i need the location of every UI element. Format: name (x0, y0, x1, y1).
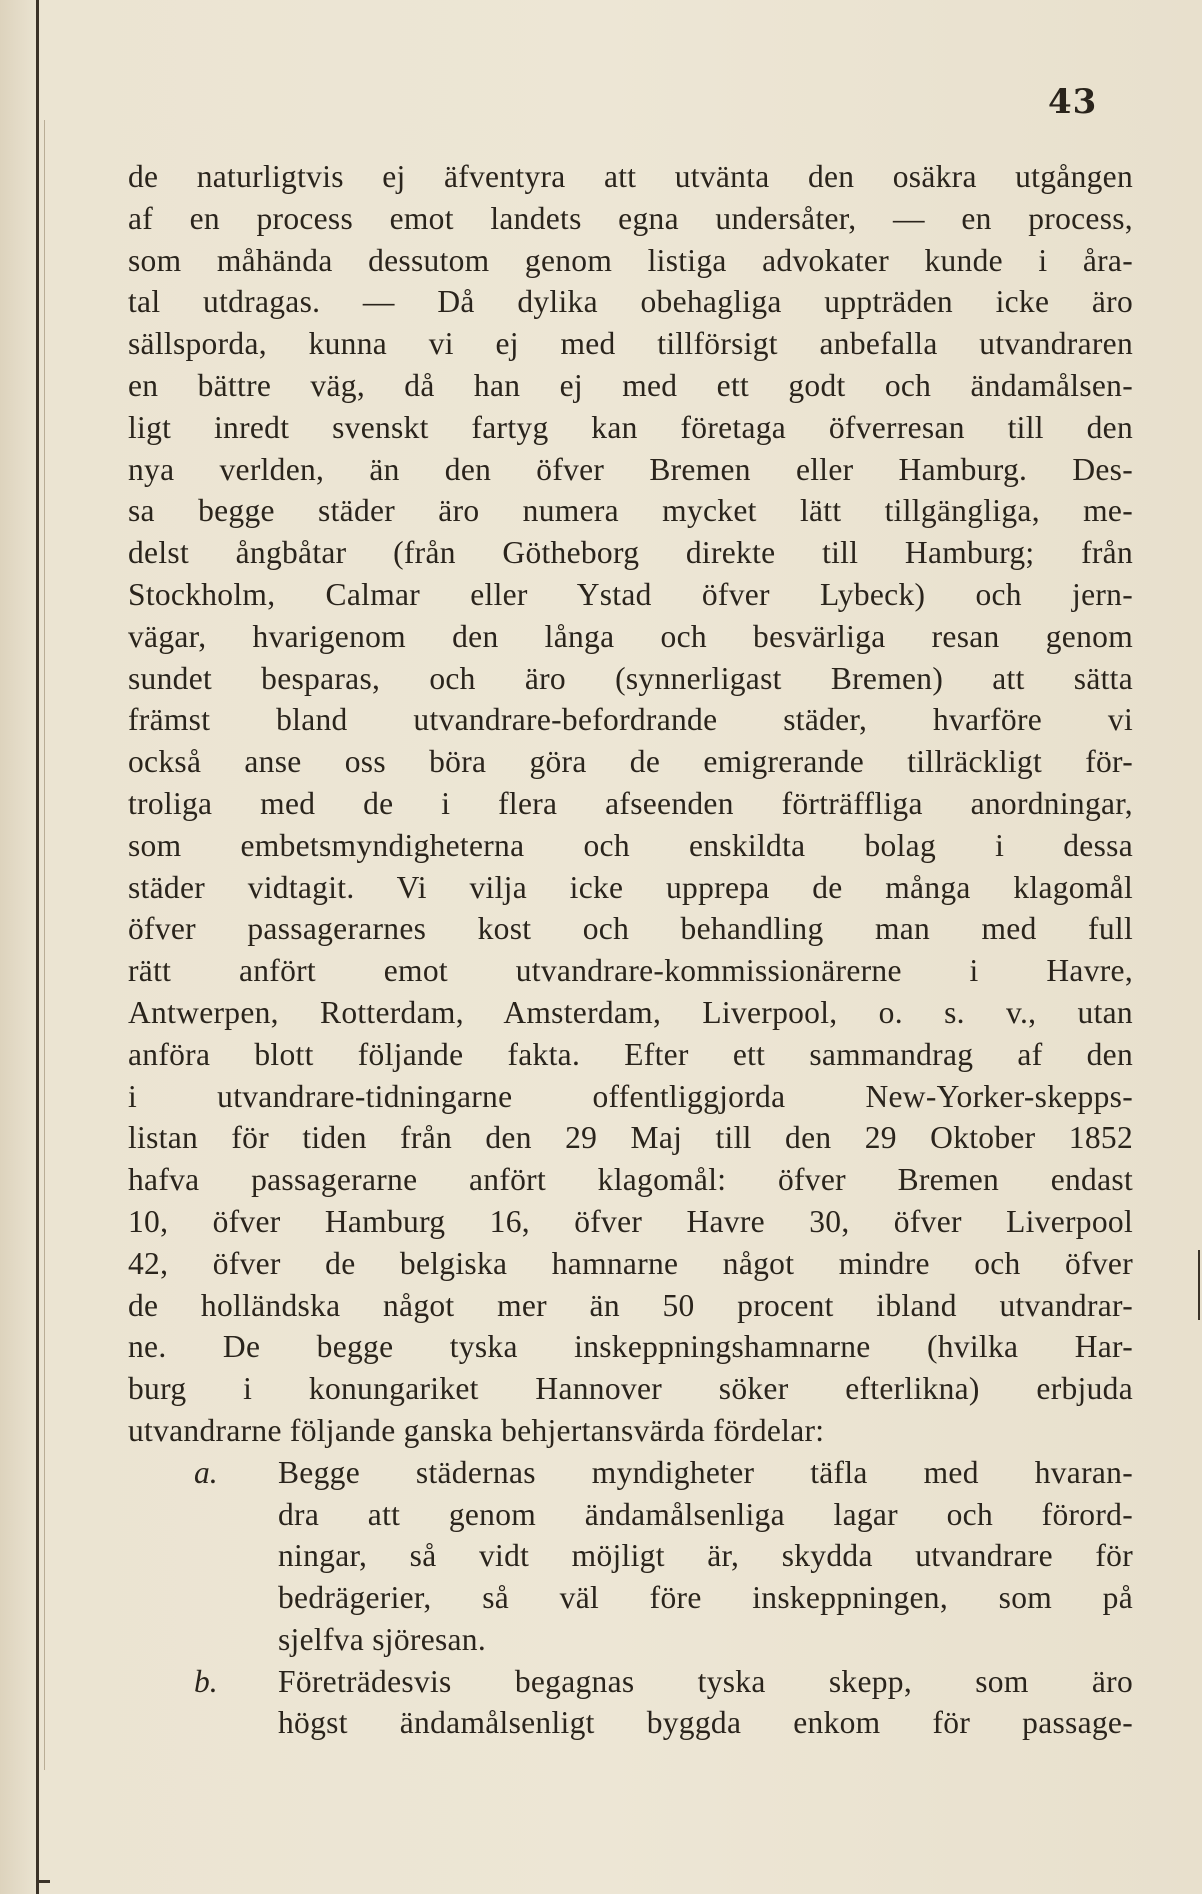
text-line: rätt anfört emot utvandrare-kommissionärerne i Havre, (128, 953, 1133, 989)
text-line: Stockholm, Calmar eller Ystad öfver Lybeck) och jern- (128, 576, 1133, 612)
list-item-b (128, 1661, 1133, 1745)
text-line: af en process emot landets egna undersåter, — en process, (128, 200, 1133, 236)
text-line: sa begge städer äro numera mycket lätt tillgängliga, me- (128, 493, 1133, 529)
text-line: också anse oss böra göra de emigrerande tillräckligt för- (128, 744, 1133, 780)
text-line: ligt inredt svenskt fartyg kan företaga öfverresan till den (128, 409, 1133, 445)
text-line: sundet besparas, och äro (synnerligast Bremen) att sätta (128, 660, 1133, 696)
text-line: sällsporda, kunna vi ej med tillförsigt anbefalla utvandraren (128, 326, 1133, 362)
text-line: dra att genom ändamålsenliga lagar och förord- (278, 1496, 1133, 1532)
text-line: sjelfva sjöresan. (278, 1621, 487, 1657)
text-line: burg i konungariket Hannover söker efterlikna) erbjuda (128, 1371, 1133, 1407)
text-line: en bättre väg, då han ej med ett godt och ändamålsen- (128, 367, 1133, 403)
page-number: 43 (1048, 82, 1098, 122)
text-line: tal utdragas. — Då dylika obehagliga uppträden icke äro (128, 284, 1133, 320)
text-line: hafva passagerarne anfört klagomål: öfver Bremen endast (128, 1162, 1133, 1198)
text-line: i utvandrare-tidningarne offentliggjorda New-Yorker-skepps- (128, 1078, 1133, 1114)
main-paragraph (128, 156, 1133, 1452)
text-line: troliga med de i flera afseenden förträffliga anordningar, (128, 785, 1133, 821)
text-line: ne. De begge tyska inskeppningshamnarne (hvilka Har- (128, 1329, 1133, 1365)
text-line: Begge städernas myndigheter täfla med hvaran- (278, 1454, 1133, 1490)
page-fold-shadow (44, 120, 45, 1770)
text-line: Företrädesvis begagnas tyska skepp, som äro (278, 1663, 1133, 1699)
list-item-a (128, 1452, 1133, 1661)
text-line: de naturligtvis ej äfventyra att utvänta den osäkra utgången (128, 159, 1133, 194)
text-line: delst ångbåtar (från Götheborg direkte till Hamburg; från (128, 535, 1133, 571)
text-line: främst bland utvandrare-befordrande städer, hvarföre vi (128, 702, 1133, 738)
text-line: Antwerpen, Rotterdam, Amsterdam, Liverpool, o. s. v., utan (128, 994, 1133, 1030)
page-gutter-line (36, 0, 39, 1894)
text-line: 42, öfver de belgiska hamnarne något mindre och öfver (128, 1245, 1133, 1281)
page-corner-mark (36, 1880, 50, 1883)
text-line: städer vidtagit. Vi vilja icke upprepa de många klagomål (128, 869, 1133, 905)
text-line: anföra blott följande fakta. Efter ett sammandrag af den (128, 1036, 1133, 1072)
text-line: vägar, hvarigenom den långa och besvärliga resan genom (128, 618, 1133, 654)
body-text (128, 156, 1133, 1744)
page-edge-mark (1198, 1250, 1200, 1320)
text-line: de holländska något mer än 50 procent ibland utvandrar- (128, 1287, 1133, 1323)
text-line: nya verlden, än den öfver Bremen eller Hamburg. Des- (128, 451, 1133, 487)
list-marker: a. (194, 1454, 218, 1490)
text-line: bedrägerier, så väl före inskeppningen, som på (278, 1580, 1133, 1616)
text-line: ningar, så vidt möjligt är, skydda utvandrare för (278, 1538, 1133, 1574)
text-line: 10, öfver Hamburg 16, öfver Havre 30, öfver Liverpool (128, 1203, 1133, 1239)
text-line: listan för tiden från den 29 Maj till den 29 Oktober 1852 (128, 1120, 1133, 1156)
text-line: som måhända dessutom genom listiga advokater kunde i åra- (128, 242, 1133, 278)
text-line: högst ändamålsenligt byggda enkom för passage- (278, 1705, 1133, 1741)
text-line: som embetsmyndigheterna och enskildta bolag i dessa (128, 827, 1133, 863)
text-line: utvandrarne följande ganska behjertansvärda fördelar: (128, 1412, 825, 1448)
list-marker: b. (194, 1663, 218, 1699)
text-line: öfver passagerarnes kost och behandling man med full (128, 911, 1133, 947)
